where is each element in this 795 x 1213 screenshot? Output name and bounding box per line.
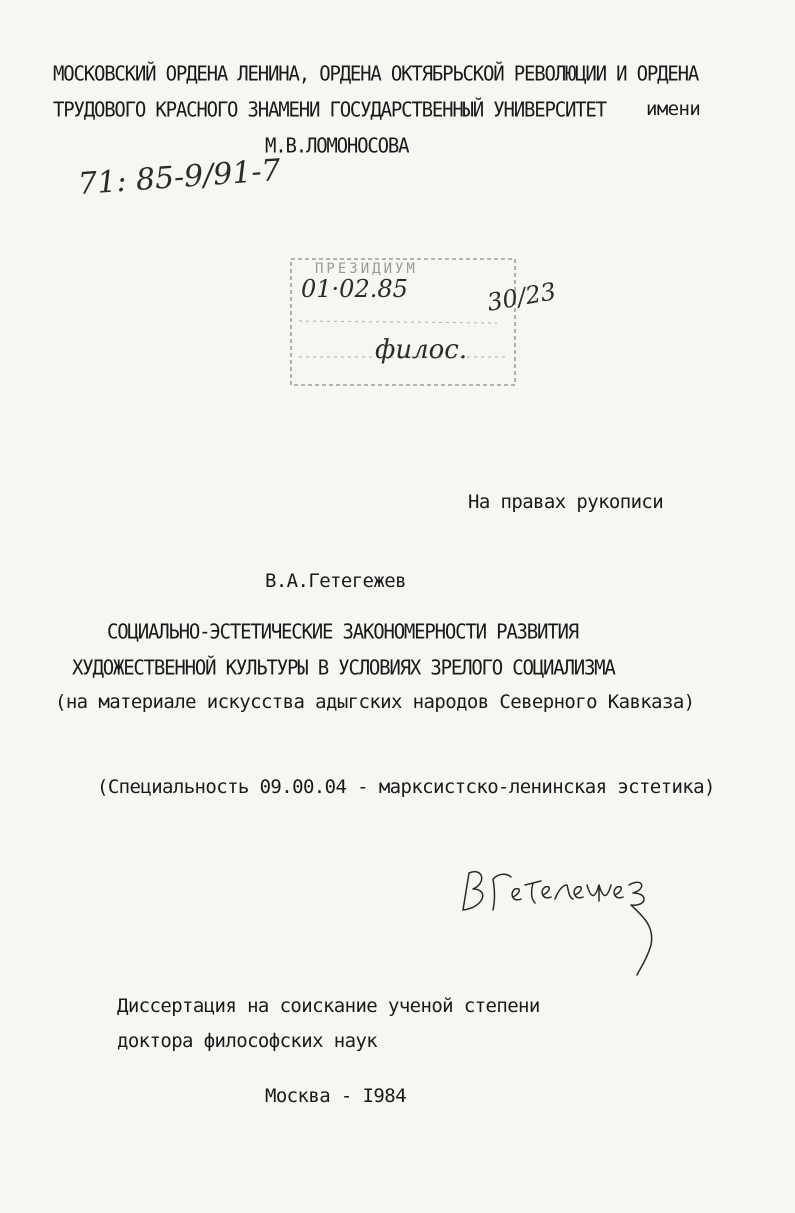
specialty: (Специальность 09.00.04 - марксистско-ленинская эстетика) (97, 776, 715, 798)
handwritten-code: 71: 85-9/91-7 (77, 152, 282, 203)
author-signature (455, 855, 715, 980)
place-year: Москва - I984 (265, 1085, 406, 1107)
stamp-word: филос. (375, 335, 468, 365)
rights-note: На правах рукописи (468, 491, 664, 513)
institution-line-2-tail: имени (646, 98, 701, 120)
stamp-printed-text: ПРЕЗИДИУМ (315, 261, 418, 277)
degree-line-2: доктора философских наук (117, 1030, 378, 1052)
institution-line-1: МОСКОВСКИЙ ОРДЕНА ЛЕНИНА, ОРДЕНА ОКТЯБРЬСКОЙ РЕВОЛЮЦИИ И ОРДЕНА (53, 62, 699, 86)
degree-line-1: Диссертация на соискание ученой степени (117, 995, 540, 1017)
stamp-number: 30/23 (485, 277, 559, 317)
title-line-1: СОЦИАЛЬНО-ЭСТЕТИЧЕСКИЕ ЗАКОНОМЕРНОСТИ РАЗВИТИЯ (107, 620, 578, 644)
archive-stamp (287, 253, 559, 391)
title-line-3: (на материале искусства адыгских народов Северного Кавказа) (55, 691, 695, 713)
title-line-2: ХУДОЖЕСТВЕННОЙ КУЛЬТУРЫ В УСЛОВИЯХ ЗРЕЛОГО СОЦИАЛИЗМА (72, 656, 615, 680)
author-name: В.А.Гетегежев (265, 570, 406, 592)
stamp-date: 01·02.85 (301, 275, 408, 303)
institution-line-3: М.В.ЛОМОНОСОВА (265, 134, 409, 158)
institution-line-2: ТРУДОВОГО КРАСНОГО ЗНАМЕНИ ГОСУДАРСТВЕННЫЙ УНИВЕРСИТЕТ (53, 98, 606, 122)
